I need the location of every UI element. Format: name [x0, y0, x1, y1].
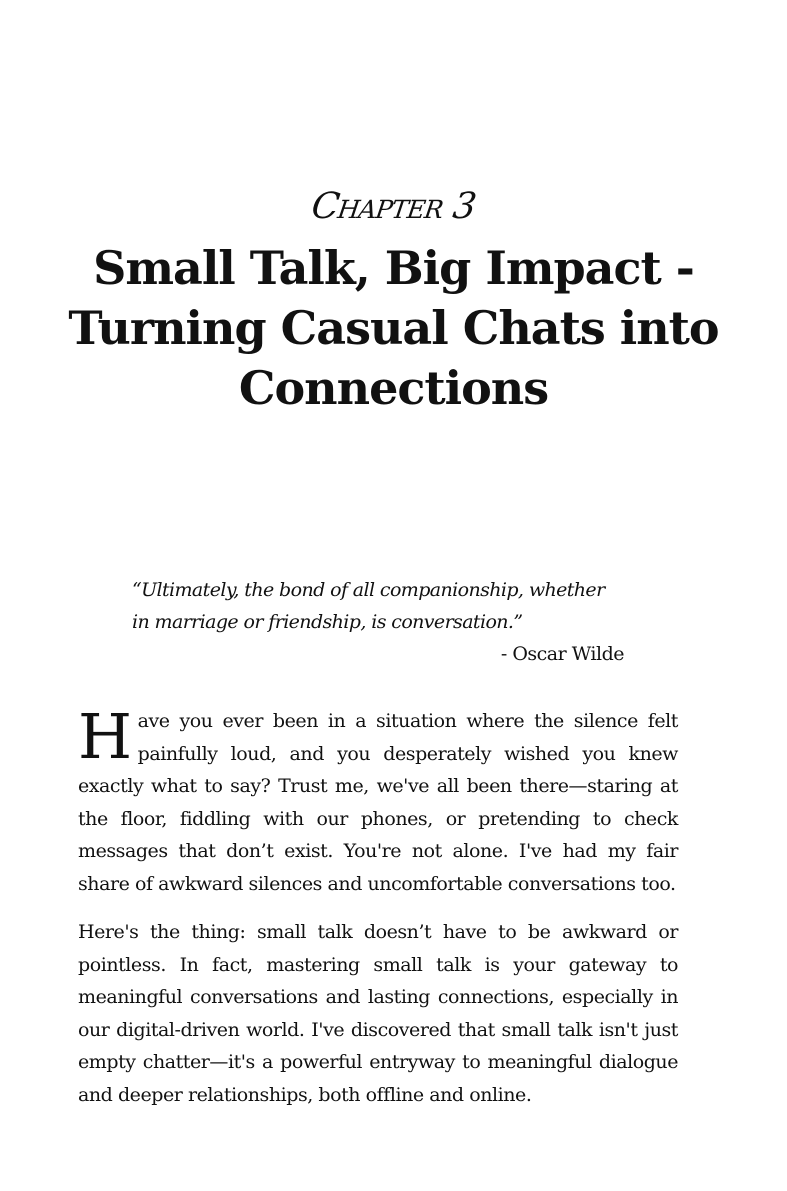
epigraph-author: - Oscar Wilde	[500, 643, 624, 665]
epigraph-quote: “Ultimately, the bond of all companionship, whether in marriage or friendship, is conversation.”	[132, 579, 605, 633]
paragraph-1	[78, 700, 678, 900]
chapter-body	[78, 700, 678, 1127]
paragraph-2: Here's the thing: small talk doesn’t have to be awkward or pointless. In fact, mastering small talk is your gateway to meaningful conversations and lasting connections, especially in our digital-driven world. I've discovered that small talk isn't just empty chatter—it's a powerful entryway to meaningful dialogue and deeper relationships, both offline and online.	[78, 921, 678, 1106]
drop-cap: H	[78, 700, 132, 773]
paragraph-1-text: ave you ever been in a situation where the silence felt painfully loud, and you desperately wished you knew exactly what to say? Trust me, we've all been there—staring at the floor, fiddling with our phones, or pretending to check messages that don’t exist. You're not alone. I've had my fair share of awkward silences and uncomfortable conversations too.	[78, 710, 678, 895]
chapter-label: Chapter 3	[308, 186, 479, 227]
chapter-title: Small Talk, Big Impact - Turning Casual Chats into Connections	[68, 241, 719, 415]
epigraph	[132, 574, 624, 670]
